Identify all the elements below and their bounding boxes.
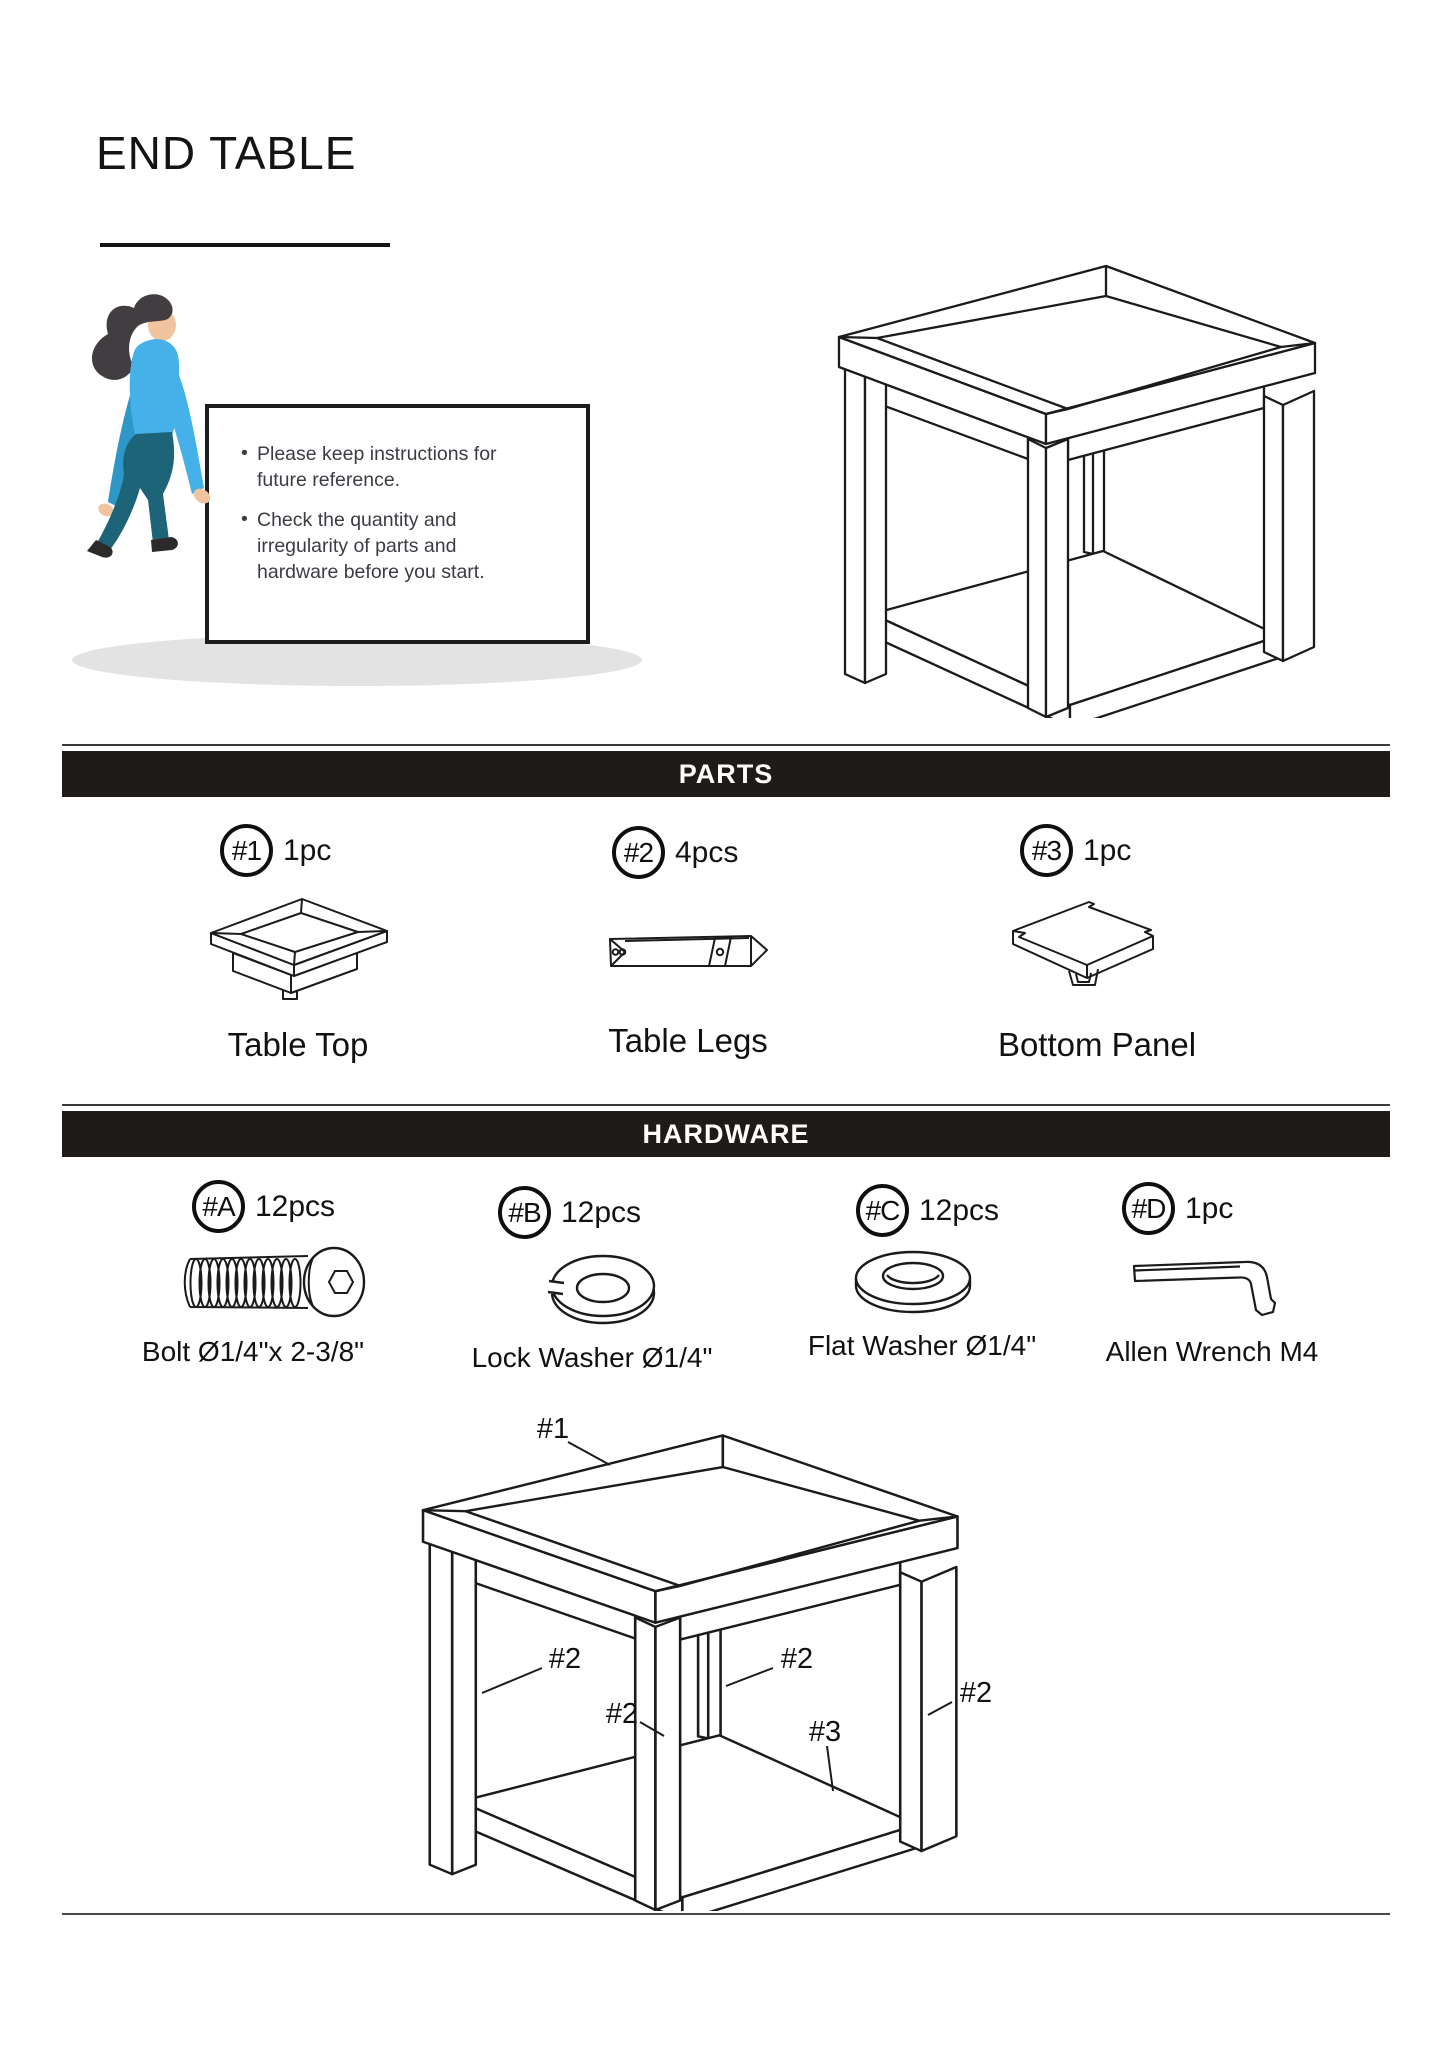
notice-text: Check the quantity and irregularity of parts and hardware before you start. [257,509,485,583]
hardware-qty: 12pcs [561,1195,642,1229]
hardware-banner-label: HARDWARE [642,1118,810,1149]
part-qty: 1pc [283,833,332,867]
bullet-glyph: • [241,442,248,464]
bottom-panel-icon [1003,895,1178,1007]
hardware-name: Bolt Ø1/4"x 2-3/8" [141,1336,365,1367]
hardware-ref-a [192,1180,335,1233]
table-leg-icon [603,925,773,977]
notice-text: Please keep instructions for future reference. [257,443,497,491]
leader-line [482,1668,542,1693]
lock-washer-icon [548,1250,658,1330]
hardware-name: Lock Washer Ø1/4" [471,1342,713,1373]
assembly-label: #2 [959,1677,993,1709]
hardware-banner [62,1111,1390,1157]
assembly-label: #2 [548,1643,582,1675]
page-bottom-rule [62,1913,1390,1915]
notice-board [205,404,590,644]
hardware-ref-b [498,1186,641,1239]
bullet-glyph: • [241,508,248,531]
table-top-icon [205,893,395,1018]
hardware-ref-d [1122,1182,1233,1235]
part-qty: 4pcs [675,835,739,869]
part-ref-2 [612,826,738,879]
part-name: Table Legs [608,1022,768,1059]
hardware-circle: #B [498,1186,551,1239]
leader-line [568,1442,610,1465]
part-name: Bottom Panel [997,1026,1197,1063]
end-table-drawing [790,238,1360,718]
hardware-name: Allen Wrench M4 [1105,1336,1319,1367]
assembly-label: #2 [605,1698,639,1730]
hardware-circle: #D [1122,1182,1175,1235]
woman-illustration [64,280,224,580]
bolt-icon [138,1242,370,1322]
assembly-label: #3 [808,1716,842,1748]
parts-banner [62,751,1390,797]
assembly-label: #2 [780,1643,814,1675]
part-ref-1 [220,824,331,877]
assembly-diagram [368,1406,1008,1916]
part-name: Table Top [227,1026,369,1063]
hardware-circle: #C [856,1184,909,1237]
part-circle: #1 [220,824,273,877]
part-ref-3 [1020,824,1131,877]
hardware-ref-c [856,1184,999,1237]
part-circle: #2 [612,826,665,879]
part-qty: 1pc [1083,833,1132,867]
title-underline [100,243,390,247]
notice-item [239,442,524,493]
notice-list [239,442,524,586]
section-divider [62,1104,1390,1106]
part-circle: #3 [1020,824,1073,877]
hardware-qty: 1pc [1185,1191,1234,1225]
page-title: END TABLE [96,127,357,179]
allen-wrench-icon [1128,1252,1293,1324]
notice-item [239,508,524,585]
assembly-label: #1 [536,1413,570,1445]
parts-banner-label: PARTS [678,758,774,789]
flat-washer-icon [852,1248,974,1318]
hardware-circle: #A [192,1180,245,1233]
hardware-qty: 12pcs [255,1189,336,1223]
section-divider [62,744,1390,746]
hardware-name: Flat Washer Ø1/4" [807,1330,1037,1361]
leader-line [726,1668,773,1686]
hardware-qty: 12pcs [919,1193,1000,1227]
